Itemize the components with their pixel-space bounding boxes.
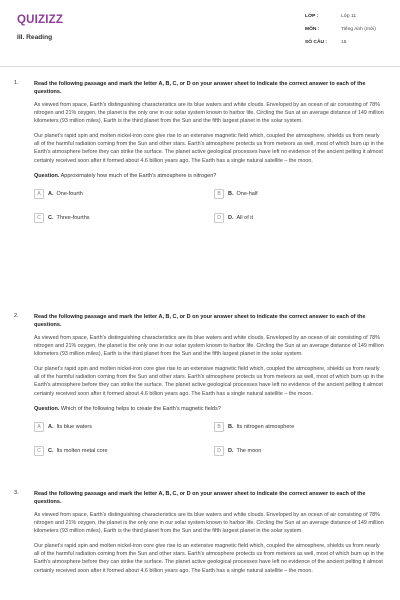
- passage-paragraph-1: As viewed from space, Earth's distinguishing characteristics are its blue waters and white clouds. Enveloped by an ocean of air consisting of 78% nitrogen and 21% oxygen, the planet is the only one in our solar system known to harbor life. Circling the Sun at an average distance of 149 million kilometers (93 million miles), Earth is the third planet from the Sun and the fifth largest planet in the solar system.: [34, 102, 384, 125]
- passage-paragraph-1: As viewed from space, Earth's distinguishing characteristics are its blue waters and white clouds. Enveloped by an ocean of air consisting of 78% nitrogen and 21% oxygen, the planet is the only one in our solar system known to harbor life. Circling the Sun at an average distance of 149 million kilometers (93 million miles), Earth is the third planet from the Sun and the fifth largest planet in the solar system.: [34, 335, 384, 358]
- passage-paragraph-1: As viewed from space, Earth's distinguishing characteristics are its blue waters and white clouds. Enveloped by an ocean of air consisting of 78% nitrogen and 21% oxygen, the planet is the only one in our solar system known to harbor life. Circling the Sun at an average distance of 149 million kilometers (93 million miles), Earth is the third planet from the Sun and the fifth largest planet in the solar system.: [34, 512, 384, 535]
- question-instruction: Read the following passage and mark the letter A, B, C, or D on your answer sheet to indicate the correct answer to each of the questions.: [34, 81, 366, 95]
- option-a[interactable]: [34, 422, 92, 432]
- option-box: B: [214, 189, 224, 199]
- question-body: [34, 490, 386, 582]
- passage-paragraph-2: Our planet's rapid spin and molten nickel-iron core give rise to an extensive magnetic field which, coupled the atmosphere, shields us from nearly all of the harmful radiation coming from the Sun and other stars. Earth's atmosphere protects us from meteors as well, most of which burn up in the Earth's atmosphere before they can strike the surface. The planet active geological processes have left no evidence of the ancient pelting it almost certainly received soon after it formed about 4.6 billion years ago. The Earth has a single natural satellite – the moon.: [34, 133, 384, 164]
- option-text: Its molten metal core: [56, 447, 108, 454]
- answer-options: [34, 189, 386, 237]
- option-letter: B.: [228, 423, 234, 430]
- option-box: C: [34, 446, 44, 456]
- question-prompt: [34, 405, 386, 413]
- meta-label: SỐ CÂU :: [305, 40, 328, 45]
- option-text: One-half: [236, 190, 258, 197]
- question-body: [34, 313, 386, 470]
- option-c[interactable]: [34, 446, 108, 456]
- option-letter: D.: [228, 447, 234, 454]
- quizizz-logo: QUIZIZZ: [17, 14, 64, 26]
- option-box: C: [34, 213, 44, 223]
- meta-row-subject: [305, 27, 395, 40]
- option-letter: C.: [48, 214, 54, 221]
- question-instruction: Read the following passage and mark the letter A, B, C, or D on your answer sheet to indicate the correct answer to each of the questions.: [34, 491, 366, 505]
- page-header: [0, 0, 400, 62]
- question-number: 2.: [14, 313, 19, 319]
- option-b[interactable]: [214, 422, 294, 432]
- option-letter: A.: [48, 190, 54, 197]
- option-text: Three-fourths: [56, 214, 90, 221]
- question-text: Approximately how much of the Earth's atmosphere is nitrogen?: [60, 172, 217, 179]
- meta-value: Tiếng Anh (mới): [341, 27, 376, 32]
- meta-label: LỚP :: [305, 14, 319, 19]
- option-box: D: [214, 213, 224, 223]
- question-number: 1.: [14, 80, 19, 86]
- option-d[interactable]: [214, 213, 253, 223]
- passage-paragraph-2: Our planet's rapid spin and molten nickel-iron core give rise to an extensive magnetic field which, coupled the atmosphere, shields us from nearly all of the harmful radiation coming from the Sun and other stars. Earth's atmosphere protects us from meteors as well, most of which burn up in the Earth's atmosphere before they can strike the surface. The planet active geological processes have left no evidence of the ancient pelting it almost certainly received soon after it formed about 4.6 billion years ago. The Earth has a single natural satellite – the moon.: [34, 543, 384, 574]
- meta-value: Lớp 11: [341, 14, 357, 19]
- option-text: One-fourth: [56, 190, 83, 197]
- option-letter: C.: [48, 447, 54, 454]
- option-box: A: [34, 189, 44, 199]
- option-d[interactable]: [214, 446, 261, 456]
- question-label: Question.: [34, 172, 60, 179]
- option-c[interactable]: [34, 213, 90, 223]
- question-instruction: Read the following passage and mark the letter A, B, C, or D on your answer sheet to indicate the correct answer to each of the questions.: [34, 314, 366, 328]
- passage-paragraph-2: Our planet's rapid spin and molten nickel-iron core give rise to an extensive magnetic field which, coupled the atmosphere, shields us from nearly all of the harmful radiation coming from the Sun and other stars. Earth's atmosphere protects us from meteors as well, most of which burn up in the Earth's atmosphere before they can strike the surface. The planet active geological processes have left no evidence of the ancient pelting it almost certainly received soon after it formed about 4.6 billion years ago. The Earth has a single natural satellite – the moon.: [34, 366, 384, 397]
- worksheet-meta: [305, 14, 395, 53]
- header-divider: [0, 66, 400, 67]
- question-body: [34, 80, 386, 237]
- meta-value: 15: [341, 40, 347, 45]
- option-box: A: [34, 422, 44, 432]
- question-prompt: [34, 172, 386, 180]
- option-letter: B.: [228, 190, 234, 197]
- meta-row-class: [305, 14, 395, 27]
- meta-row-question-count: [305, 40, 395, 53]
- option-text: All of it: [236, 214, 254, 221]
- question-text: Which of the following helps to create the Earth's magnetic fields?: [60, 405, 221, 412]
- option-b[interactable]: [214, 189, 258, 199]
- question-label: Question.: [34, 405, 60, 412]
- question-number: 3.: [14, 490, 19, 496]
- option-box: D: [214, 446, 224, 456]
- section-title: III. Reading: [17, 34, 53, 41]
- option-letter: A.: [48, 423, 54, 430]
- option-text: Its nitrogen atmosphere: [236, 423, 295, 430]
- option-letter: D.: [228, 214, 234, 221]
- option-text: The moon: [236, 447, 262, 454]
- answer-options: [34, 422, 386, 470]
- option-a[interactable]: [34, 189, 83, 199]
- option-text: Its blue waters: [56, 423, 92, 430]
- meta-label: MÔN :: [305, 27, 320, 32]
- option-box: B: [214, 422, 224, 432]
